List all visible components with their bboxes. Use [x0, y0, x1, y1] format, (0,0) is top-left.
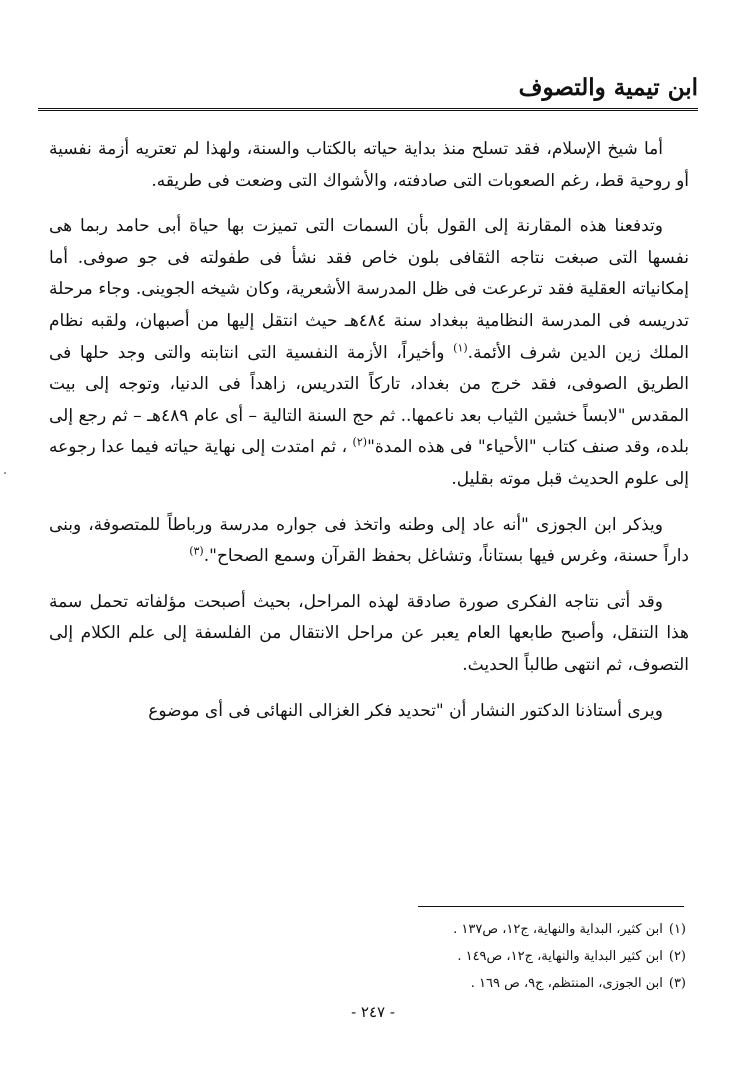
scan-speck [4, 472, 6, 474]
footnote-marker-1: (١) [453, 340, 468, 354]
running-title: ابن تيمية والتصوف [518, 74, 698, 101]
paragraph-3-text: ويذكر ابن الجوزى "أنه عاد إلى وطنه واتخذ فى جواره مدرسة ورباطاً للمتصوفة، وبنى داراً حسنة، وغرس فيها بستاناً، وتشاغل بحفظ القرآن وسمع الصحاح". [49, 514, 689, 567]
footnote-separator [418, 906, 684, 907]
paragraph-2-text-b: وأخيراً، الأزمة النفسية التى انتابته والتى وجد حلها فى الطريق الصوفى، فقد خرج من بغداد، تاركاً التدريس، زاهداً فى الدنيا، وتوجه إلى بيت المقدس "لابساً خشين الثياب بعد ناعمها.. ثم حج السنة التالية – أى عام ٤٨٩هـ – ثم رجع إلى بلده، وقد صنف كتاب "الأحياء" فى هذه المدة" [49, 342, 690, 458]
paragraph-2-text-c: ، ثم امتدت إلى نهاية حياته فيما عدا رجوعه إلى علوم الحديث قبل موته بقليل. [49, 437, 689, 489]
header-rule [38, 108, 698, 111]
running-header [38, 72, 698, 112]
paragraph-5: ويرى أستاذنا الدكتور النشار أن "تحديد فكر الغزالى النهائى فى أى موضوع [148, 700, 663, 721]
footnote-marker-2: (٢) [352, 435, 368, 449]
paragraph-2 [49, 211, 689, 495]
main-text [49, 134, 689, 741]
footnotes [66, 916, 686, 997]
footnote-3 [66, 970, 686, 997]
footnote-2 [66, 943, 686, 970]
footnote-text: ابن الجوزى، المنتظم، ج٩، ص ١٦٩ . [470, 976, 663, 991]
page-number: - ٢٤٧ - [351, 1003, 395, 1021]
footnote-text: ابن كثير، البداية والنهاية، ج١٢، ص١٣٧ . [453, 922, 663, 937]
paragraph-2-text-a: وتدفعنا هذه المقارنة إلى القول بأن السمات التى تميزت بها حياة أبى حامد ربما هى نفسها التى صبغت نتاجه الثقافى بلون خاص فقد نشأ فى طفولته فى جو صوفى. أما إمكانياته العقلية فقد ترعرعت فى ظل المدرسة الأشعرية، وكان شيخه الجوينى. وجاء مرحلة تدريسه فى المدرسة النظامية ببغداد سنة ٤٨٤هـ حيث انتقل إليها من أصبهان، ولقبه نظام الملك زين الدين شرف الأئمة. [49, 216, 689, 363]
footnote-1 [66, 916, 686, 943]
footnote-text: ابن كثير البداية والنهاية، ج١٢، ص١٤٩ . [457, 949, 663, 964]
paragraph-1: أما شيخ الإسلام، فقد تسلح منذ بداية حياته بالكتاب والسنة، ولهذا لم تعتريه أزمة نفسية أو روحية قط، رغم الصعوبات التى صادفته، والأشواك التى وضعت فى طريقه. [49, 139, 689, 191]
footnote-number: (٣) [668, 976, 686, 991]
paragraph-4: وقد أتى نتاجه الفكرى صورة صادقة لهذه المراحل، بحيث أصبحت مؤلفاته تحمل سمة هذا التنقل، وأصبح طابعها العام يعبر عن مراحل الانتقال من الفلسفة إلى علم الكلام إلى التصوف، ثم انتهى طالباً الحديث. [49, 591, 689, 675]
footnote-marker-3: (٣) [189, 544, 204, 558]
paragraph-3 [49, 510, 689, 573]
footnote-number: (١) [668, 922, 686, 937]
footnote-number: (٢) [668, 949, 686, 964]
